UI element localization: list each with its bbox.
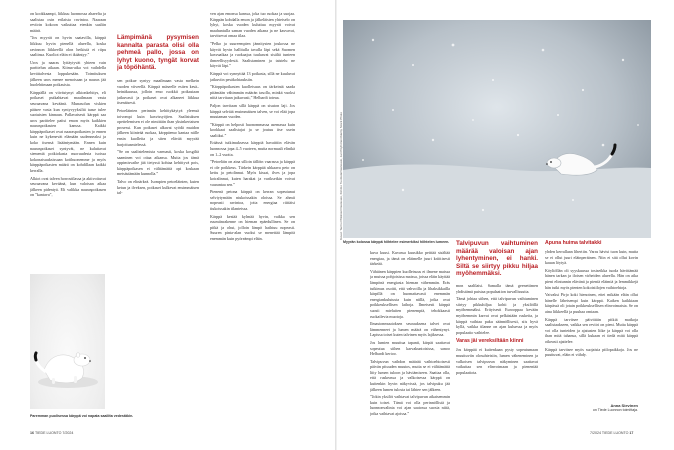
paragraph: ”Se on saalistelemista varmasti, koska kosgiltä saaminen voi ottaa aikansa. Mutta jos tämä oppimisvaihe jää tietyssä kohtaa kehittyvä pois, kärppäpoikasen ei välttämättä opi koskaan metsästämään kunnolla.” [117,149,199,177]
paragraph: Ilmastonmuutoksen seurauksena talvet ovat lämmenneet ja lumen määrä on vähentynyt. Lapissa toiset kuten talvinen myös lajiksessa. [370,321,450,338]
author-byline [560,403,638,412]
paragraph: sen poikue syntyy maailmaan vasta melkein vuoden viiveellä. Kärppä mäseelle esiten kesä–heinäkuussa, jolloin emo ruokkii poikasiaan jatkuvasti ja poikaset ovat alkaneet liikkua itsenäisesti. [117,77,199,106]
footer-right [590,431,633,435]
paragraph: Paljon tarvitaan sillä kärppä on sisuton laji. Jos kärppä selviää ensimmäisen talven, se voi elää jopa muutaman vuoden. [210,102,295,120]
pull-quote: Lämpimänä pysymisen kannalta parasta olisi olla pehmeä pallo, jossa on lyhyt kuono, tyngät korvat ja töpöhäntä. [117,34,199,72]
left-column-1 [30,11,106,266]
author-note: on Tiede Luonnon toimittaja. [592,408,638,412]
paragraph: Alkiot ovat talven horrostilassa ja aktivoituvat seuraavana keväänä, kun valoisan aikaa jälkeen pidentyä. Eli valikka naaraspoikasen on ”kantava”, [30,175,106,198]
paragraph: ”Kärppäpoikasten kuolleisuus on tärkeintä saada pitämään vähimmän määrän tasolla, minkä vuoksi niitä tarvitaan jatkuvasti,” Helbardt toteaa. [210,84,295,101]
paragraph: ”Jos myyrät on hyvin saatavilla, kärppä liikkuu hyvin pienellä alueella, koska ravinnon liikkeellä olon hetkistä ei riipu saaliinsa. Kuoliot eläin ei ikääntyy.” [30,35,106,58]
paragraph: ven ajan emonsa kanssa, joka tuo ruokaa ja suojaa. Kärppän kohdalla emon ja jälkeläisten yhteiselo on lyhyt, koska vuoden kuluttua myyrät voivat maahantulla saman vuoden aikana ja ne kasvavat, tarvitsevat omaa tilaa. [210,11,295,39]
paragraph: ”Pelko ja suureempien jännitysten joukossa ne käyvät hyvin hallitulla tavalla läpi sekä Suomen kasvuaikaa ja ruokaajoa tuulaavat sisältä tunteen ihmeellisyydestä. Saalistaminen ja taistelu ne käyvät läpi.” [210,40,295,69]
right-column-3 [545,240,638,390]
paragraph: Kärppällä on viivästynyt alkionkehitys, eli poikaset putkahtavat maailmaan vasta seuraavana keväänä. Munasolun viskien pääsee vasta kun syntyvyyksiltä taase tulee suotuisten kinnaan. Pallavaisesti kärppä saa uros parittelee paitsi emon myös kaikkien naaraspoikasten kanssa. Kaikki kärppäpoikaset ovat naaraspoikasten jo ennen kuin ne kykenevät elämään uudenneaksi ja koko itsensä lisääntymään. Ennen kuin naaraspoikaset syntyvät, ne kuluttavat siemeniä poikiokasta nuoruudesta isoissa kokonaisuuksissaan kotihuonemme ja myös kärppäpoikasten määrä on kohdillaan kaikki kerralla. [30,89,106,174]
footer-magazine: TIEDE LUONTO 7/2024 [34,431,74,435]
paragraph: mon saalilaisi. Samalla tämä geenettimen yhdistämä puistaa populaation turvallisuutta. [456,282,538,294]
paragraph: ”Petoeläin on aina silloin tällöin vaarassa ja kärppä ei ole poikkeus. Tärkein kärppää uhkaava peto on kettu ja petolinnut. Myös kissat, ilves ja jopa koiralinnut, kuten harakat ja variksetkin voivat vaarantaa sen.” [210,159,295,187]
paragraph: Tämä johtaa siihen, että talvipuvun vaihtuminen siirtyy pikkuhiljaa kohti ja yksilöillä myöhemmäksi. Erityisesti Eurooppaa kevään myöhemmin karvat ovat pelkästään ruskeita, ja kärppä vaihtaa puku säännöllisesti, siis hyvä kyllä, vaikka tilanne on ajan kuluessa ja myös populaatio vaihtelee. [456,296,538,335]
left-column-3 [210,11,295,427]
paragraph: yhden kerrallaan lihertiin. Varas hävisi tuon kuin, mutta se ei ollut juuri eläinperäinen. Niin ei sitä ollut kovin kauan löytyä. [545,249,638,266]
paragraph: on kookkaampi, liikkuu luonnossa ahaeelta ja saalistaa osin erilaista ravintoa. Naaraan reviirin kokoon vaikuttaa etenkin saaliin määrä. [30,11,106,33]
subhead: Apuna huima talvitakki [545,240,602,246]
footer-magazine: 7/2024 TIEDE LUONTO [590,431,629,435]
page-number: 16 [30,431,34,435]
paragraph: Kärppä voi synnyttää 13 poikasta, sillä ne kuuluvat jatkuviin pesäkohtauksiin. [210,70,295,82]
pull-quote: Talvipuvun vaihtuminen määrää valoisan ajan lyhentyminen, ei hanki. Siltä se siirtyy pikku hiljaa myöhemmäksi. [456,240,538,278]
paragraph: Vaivaksi Pirjo koki hienoinen, ettei mikään eläin ollut hänelle läheisempi kuin kärppä. Kaiken kaikkiaan kärpässä oli jotain poikkeuksellisen elinvoimaista. Se on aina liikkeellä ja puuhaa omiaan. [545,292,638,314]
paragraph: Kärppä tarvitsee myös suojaisia piilopaikkoja. Jos ne puuttuvat, eläin ei viihdy. [545,346,638,358]
paragraph: Kärppä tarvitsee päivittäin pitkiä matkoja saalistaakseen, vaikka sen reviiri on pieni. Mutta kärppä voi olla tunteiden ja ajatusten liike ja kärppä voi olla ihan mitä tahansa, sillä kukaan ei tiedä mitä kärppä oikeasti ajattelee. [545,316,638,344]
paragraph: ”Jokin yksilöt vaihtavat talvipuvun aikaisemmin kuin toiset. Tämä voi olla perinnöllistä ja luonnonvalinta voi ajan saatossa suosia niitä, jotka vaihtavat ajoissa.” [370,394,450,417]
paragraph: Pienenä petona kärppä on kerran sopeutunut selviytymään niukoissakin oloissa. Se ahmii nopeasti ravintoa, jotta energiaa riittäisi tiukoissakin tilanteissa. [210,189,295,211]
paragraph: Vähäinen kärppien kuolleisuus ei ilmene maissa ja muissa pohjoisissa maissa, joissa eläin käyttää lämpönä energiasta hieman vähemmän. Eräs tutkimus osoitti, että vahvoilla ja lihaksikkailla kärpillä on huomattavasti enemmän energiankulutusta kuin niillä, jotka ovat poikkeuksellisen laihoja. Ilmeisesti kärppä suosii mieluiten pienempiä, tehokkaasti ruokailevia muotoja. [370,268,450,319]
paragraph: Eräässä tutkimuksessa kärppiä havaittiin elävän luonnossa jopa 4–5 vuoteen, mutta normaali elinikä on 1–2 vuotta. [210,140,295,157]
snow-scene-illustration [343,20,651,238]
stoat-photo-left [30,274,105,409]
paragraph: kuva kuusi. Kuvassa kuusikko peittää sisältää energiaa, ja tämä on eläimelle juuri kriittisesti tärkeää. [370,250,450,267]
left-page [0,0,336,450]
paragraph: ”Kärppä on helposti huonommassa asemassa kuin kookkaat saalistajat ja se joutuu itse usein saaliiksi.” [210,121,295,138]
author-name: Anna Sievinen [610,403,638,408]
paragraph: Köyliöllän oli syyskuussa tosiseikka tuoda hävittämää hänen tarkan ja iloisen virheiden alueella. Hän on aika pieni elintunnin elävänä ja pieniä eläimiä ja lemmikkejä hän tutki myös pienten kokoistilojen vaihtoehtoja. [545,267,638,290]
photo-caption-right: Myyrän kolossa kärppä hiihtelee esimerkiksi hiihtelen lumeen. [343,240,450,244]
stoat-illustration [30,274,105,409]
right-column-1 [370,250,450,428]
stoat-photo-right [343,20,651,238]
paragraph: Petoeläinten perinnän kehittykäytyä yleensä toivompi kuin kasvissyöjien. Saalistuksen opettelemisen ei ole nimittäin ihan yksinkertaisen prosessi. Kun poikaset alkavat syödä muidon jälkeen kiinteää ruokaa, kärppäemo kantaa niille ensin kuolleita ja siten elävää myyrää harjoitusmielessä. [117,107,199,147]
paragraph: Kärppä kestää kylmää hyvin, vaikka sen ruumiinrakenne on hieman epäedullinen. Se on pitkä ja ohut, jolloin lämpö haihtuu nopeasti. Suuren pinta-alan vuoksi se menettää lämpöä enemmän kuin pyöreämpi eläin. [210,213,295,241]
paragraph: Jos kärppää ei kuitenkaan pysty sopeutumaan muuttuviin olosuhteisiin, lumen väheneminen ja valkoisen talvipuvun näkyminen saattavat vaikuttaa sen elinvoimaan ja pienentää populaatiota. [456,347,538,375]
paragraph: Talvo on elinärkeä. Isompien petoeläinten, kuten ketun ja ilveksen, poikaset kulkevat ensimmäisen tal- [117,179,199,196]
photo-caption-left: Paremman puolisessa kärppä voi napata saaliita vedestäkin. [30,414,134,418]
paragraph: Jos lumien muuttua tapanti, kärpät saattavat sopeutua siihen karvakuntoisissa, sanoo Helbardt kertoo. [370,339,450,357]
photo-credit-vertical: Kuvat: Tarmo Pitkänen/Vastavalo, Kimmo Tuomela/Vastavalo, Jari Pöyhönen/Alamy Stock Photo [339,111,343,240]
page-number: 17 [629,431,634,435]
paragraph: Uros ja naaras lyttäytyvät yhteen vain parittelun aikaan. Kiima-aika voi vaihdella kevättalvesta loppukesään. Toimituksen jälkeen uros menee menoisaan ja naaras jää huolehtimaan poikasista. [30,59,106,88]
left-column-2 [117,34,199,430]
paragraph: Talvipuvun vaihdon määrää vaihtoehtoisesti päivän pituuden muutos, mutta se ei välttämättä liity lumen tuloon ja häviämiseen. Saattaa olla, että ruskeassa ja valkoisessa kärppä on kuitenkin hyvin näkyvissä, jos talvipuku jää jälkeen lumen tulosta tai lähtee sen jälkeen. [370,358,450,392]
footer-left [30,431,73,435]
right-column-2 [456,240,538,428]
subhead: Varas jäi vereksiltään kiinni [456,338,524,345]
